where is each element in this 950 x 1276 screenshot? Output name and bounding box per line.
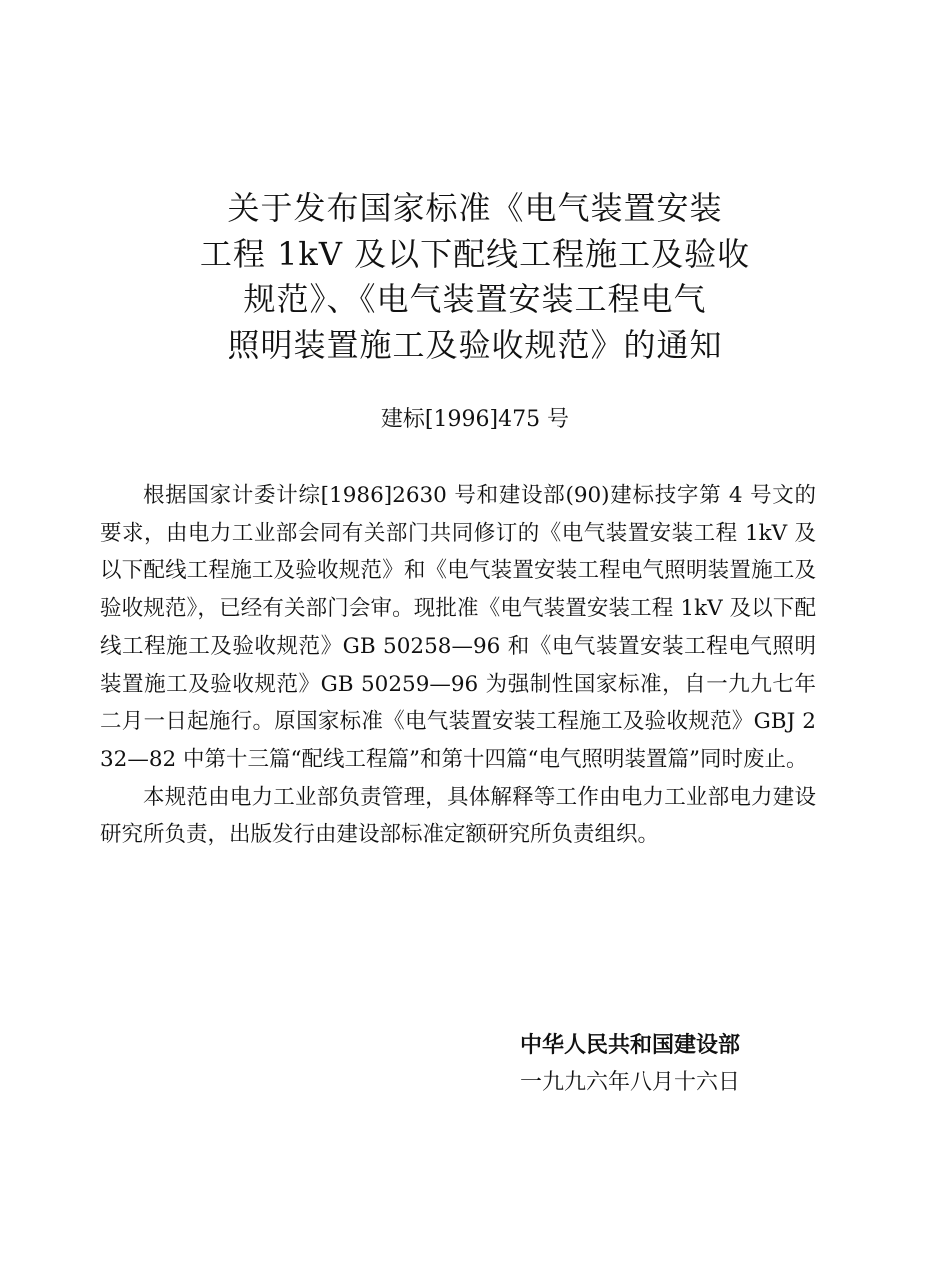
document-number: 建标[1996]475 号: [380, 407, 570, 432]
body-paragraph: 本规范由电力工业部负责管理，具体解释等工作由电力工业部电力建设研究所负责，出版发行由建设部标准定额研究所负责组织。: [100, 784, 816, 848]
signature-date: 一九九六年八月十六日: [520, 1070, 741, 1095]
title-line: 关于发布国家标准《电气装置安装: [227, 189, 723, 227]
body-paragraph: 根据国家计委计综[1986]2630 号和建设部(90)建标技字第 4 号文的要求，由电力工业部会同有关部门共同修订的《电气装置安装工程 1kV 及以下配线工程施工及验收规范》和《电气装置安装工程电气照明装置施工及验收规范》，已经有关部门会审。现批准《电气装置安装工程 1kV 及以下配线工程施工及验收规范》GB 50258—96 和《电气装置安装工程电气照明装置施工及验收规范》GB 50259—96 为强制性国家标准，自一九九七年二月一日起施行。原国家标准《电气装置安装工程施工及验收规范》GBJ 232—82 中第十三篇“配线工程篇”和第十四篇“电气照明装置篇”同时废止。: [100, 483, 816, 772]
title-line: 工程 1kV 及以下配线工程施工及验收: [199, 234, 751, 273]
notice-body: [100, 477, 816, 854]
title-line: 照明装置施工及验收规范》的通知: [227, 325, 723, 364]
signature-organization: 中华人民共和国建设部: [520, 1033, 741, 1058]
notice-title: [100, 186, 850, 368]
title-line: 规范》、《电气装置安装工程电气: [243, 280, 707, 318]
